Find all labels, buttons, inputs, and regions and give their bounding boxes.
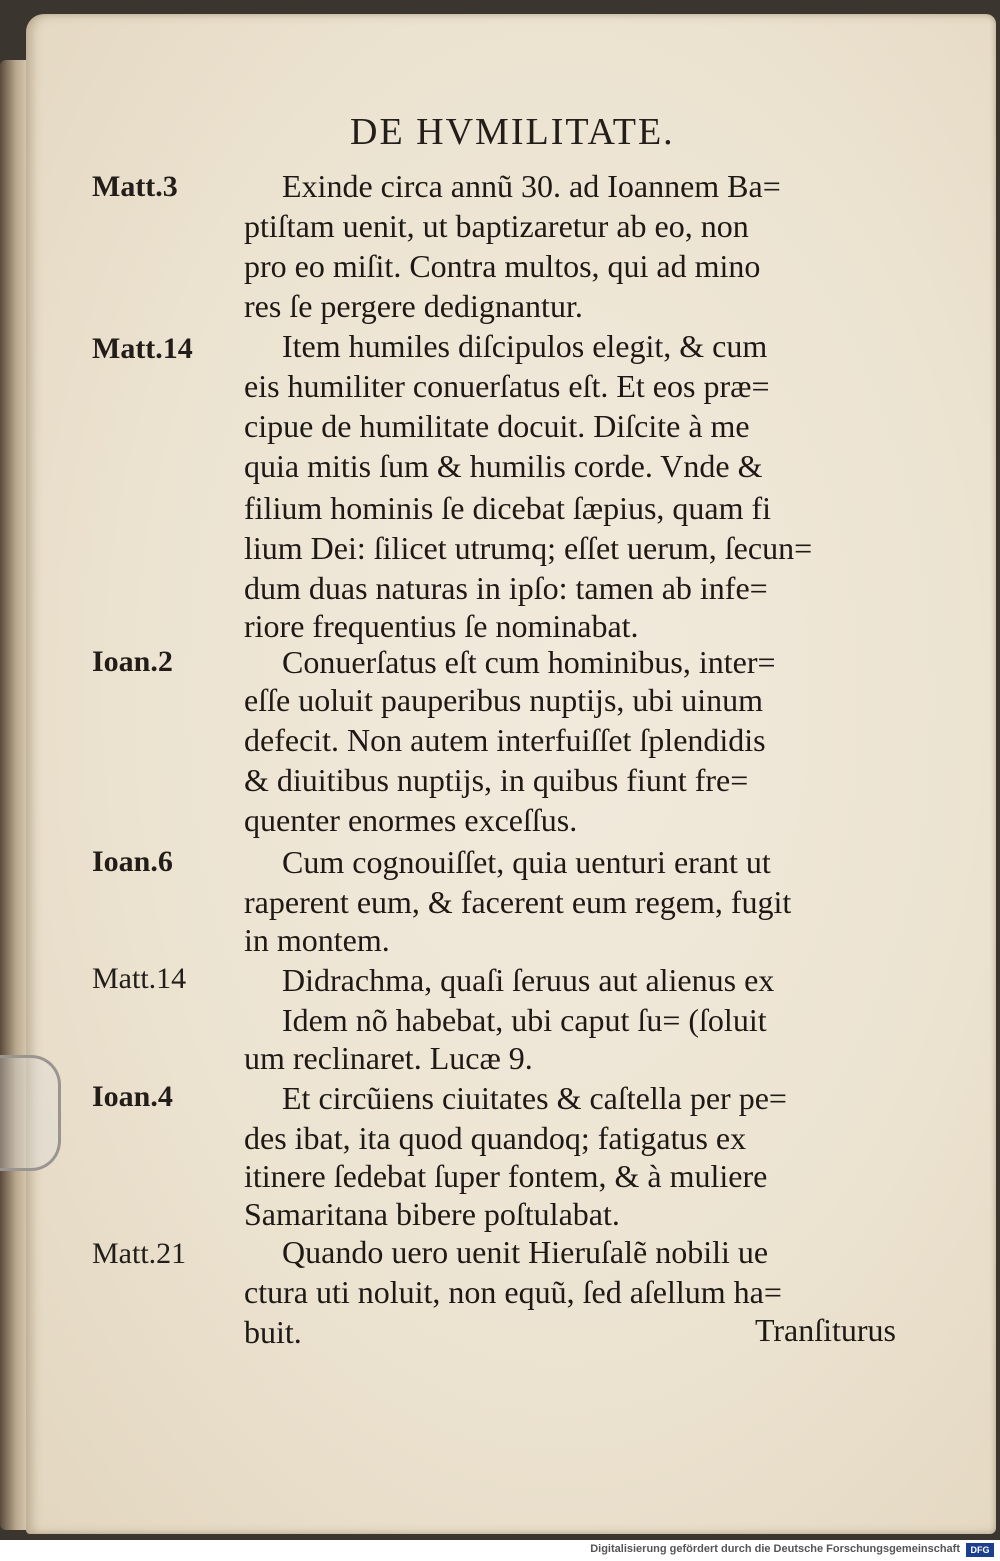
text-line: Et circũiens ciuitates & caſtella per pe= (282, 1080, 787, 1116)
text-line: um reclinaret. Lucæ 9. (244, 1040, 533, 1076)
text-line: eſſe uoluit pauperibus nuptijs, ubi uinum (244, 682, 764, 718)
margin-note: Matt.3 (92, 170, 178, 203)
page-clip (0, 1055, 61, 1171)
text-line: res ſe pergere dedignantur. (244, 288, 583, 324)
text-line: ctura uti noluit, non equũ, ſed aſellum ha= (244, 1274, 782, 1310)
margin-note: Matt.21 (92, 1237, 187, 1270)
text-line: Idem nõ habebat, ubi caput ſu= (ſoluit (282, 1002, 767, 1038)
text-line: ptiſtam uenit, ut baptizaretur ab eo, non (244, 208, 749, 244)
margin-note: Ioan.4 (92, 1080, 173, 1113)
text-line: defecit. Non autem interfuiſſet ſplendidis (244, 722, 766, 758)
text-line: quia mitis ſum & humilis corde. Vnde & (244, 448, 763, 484)
text-line: cipue de humilitate docuit. Diſcite à me (244, 408, 750, 444)
dfg-logo-icon: DFG (966, 1543, 994, 1557)
text-line: Item humiles diſcipulos elegit, & cum (282, 328, 768, 364)
text-line: filium hominis ſe dicebat ſæpius, quam fi (244, 490, 772, 526)
text-line: lium Dei: ſilicet utrumq; eſſet uerum, ſecun= (244, 530, 813, 566)
text-line: Didrachma, quaſi ſeruus aut alienus ex (282, 962, 775, 998)
margin-note: Matt.14 (92, 332, 193, 365)
text-line: Exinde circa annũ 30. ad Ioannem Ba= (282, 168, 781, 204)
text-line: quenter enormes exceſſus. (244, 802, 578, 838)
text-line: Conuerſatus eſt cum hominibus, inter= (282, 644, 776, 680)
text-line: riore frequentius ſe nominabat. (244, 608, 639, 644)
text-line: dum duas naturas in ipſo: tamen ab infe= (244, 570, 768, 606)
text-line: eis humiliter conuerſatus eſt. Et eos præ= (244, 368, 770, 404)
margin-note: Ioan.2 (92, 645, 173, 678)
text-line: raperent eum, & facerent eum regem, fugit (244, 884, 792, 920)
text-line: & diuitibus nuptijs, in quibus fiunt fre= (244, 762, 749, 798)
text-line: pro eo miſit. Contra multos, qui ad mino (244, 248, 761, 284)
text-line: itinere ſedebat ſuper fontem, & à muliere (244, 1158, 768, 1194)
text-line: buit. (244, 1314, 302, 1350)
text-line: des ibat, ita quod quandoq; fatigatus ex (244, 1120, 747, 1156)
running-header: DE HVMILITATE. (350, 111, 675, 153)
margin-note: Matt.14 (92, 962, 187, 995)
catchword: Tranſiturus (754, 1312, 896, 1348)
text-line: in montem. (244, 922, 390, 958)
margin-note: Ioan.6 (92, 845, 173, 878)
footer-bar (0, 1540, 1000, 1561)
footer-credit: Digitalisierung gefördert durch die Deutsche Forschungsgemeinschaft (590, 1543, 960, 1555)
text-line: Samaritana bibere poſtulabat. (244, 1196, 620, 1232)
text-line: Quando uero uenit Hieruſalẽ nobili ue (282, 1234, 769, 1270)
text-line: Cum cognouiſſet, quia uenturi erant ut (282, 844, 771, 880)
